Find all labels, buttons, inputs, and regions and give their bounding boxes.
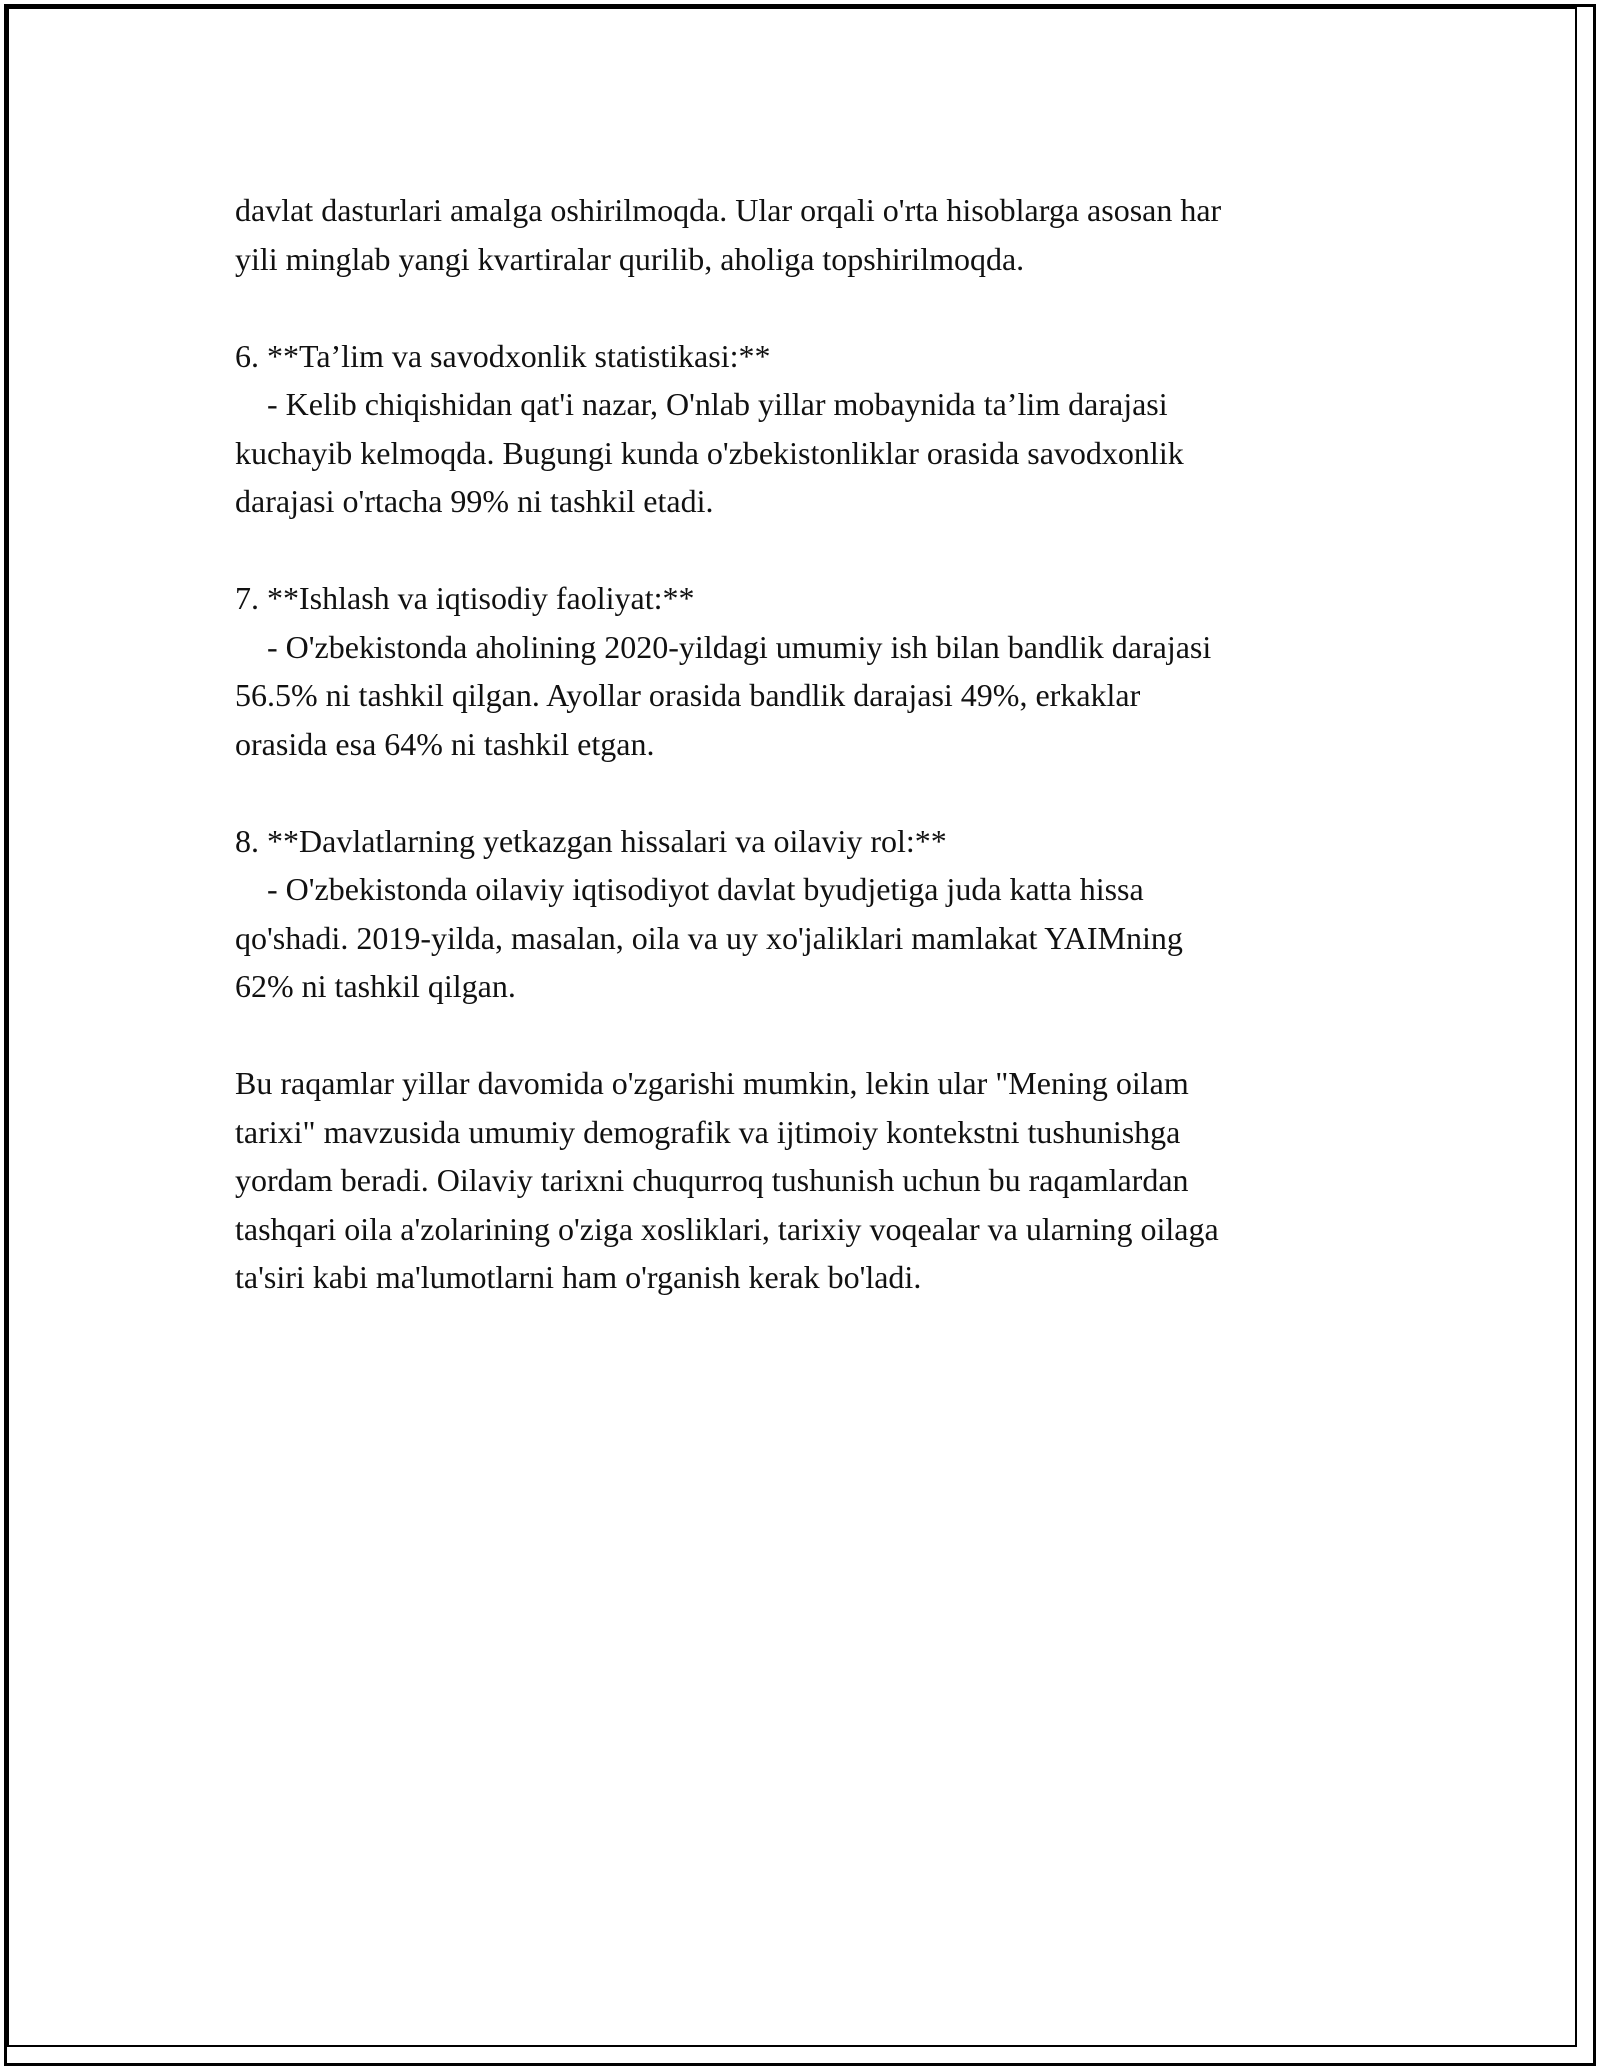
text-line: ta'siri kabi ma'lumotlarni ham o'rganish kerak bo'ladi.: [235, 1259, 922, 1295]
text-line: 56.5% ni tashkil qilgan. Ayollar orasida bandlik darajasi 49%, erkaklar: [235, 677, 1141, 713]
closing-paragraph: [235, 1059, 1375, 1302]
text-line: orasida esa 64% ni tashkil etgan.: [235, 725, 655, 762]
text-line: - O'zbekistonda aholining 2020-yildagi umumiy ish bilan bandlik darajasi: [235, 628, 1212, 665]
paragraph-gap: [235, 768, 1375, 817]
text-line: yordam beradi. Oilaviy tarixni chuqurroq tushunish uchun bu raqamlardan: [235, 1162, 1189, 1198]
section-6: [235, 332, 1375, 526]
text-line: darajasi o'rtacha 99% ni tashkil etadi.: [235, 483, 714, 519]
text-line: tashqari oila a'zolarining o'ziga xosliklari, tarixiy voqealar va ularning oilaga: [235, 1210, 1219, 1247]
text-line: - O'zbekistonda oilaviy iqtisodiyot davlat byudjetiga juda katta hissa: [235, 871, 1144, 907]
section-heading: 8. **Davlatlarning yetkazgan hissalari va oilaviy rol:**: [235, 822, 947, 859]
section-heading: 6. **Ta’lim va savodxonlik statistikasi:**: [235, 337, 771, 374]
text-line: tarixi" mavzusida umumiy demografik va ijtimoiy kontekstni tushunishga: [235, 1113, 1181, 1150]
paragraph-gap: [235, 283, 1375, 332]
text-line: davlat dasturlari amalga oshirilmoqda. Ular orqali o'rta hisoblarga asosan har: [235, 192, 1222, 228]
section-8: [235, 817, 1375, 1011]
paragraph-gap: [235, 526, 1375, 575]
text-line: - Kelib chiqishidan qat'i nazar, O'nlab yillar mobaynida ta’lim darajasi: [235, 386, 1168, 422]
text-line: qo'shadi. 2019-yilda, masalan, oila va uy xo'jaliklari mamlakat YAIMning: [235, 919, 1183, 956]
text-line: 62% ni tashkil qilgan.: [235, 968, 516, 1004]
section-heading: 7. **Ishlash va iqtisodiy faoliyat:**: [235, 580, 695, 616]
paragraph-gap: [235, 1011, 1375, 1060]
intro-paragraph: [235, 186, 1375, 283]
section-7: [235, 574, 1375, 768]
text-line: yili minglab yangi kvartiralar qurilib, aholiga topshirilmoqda.: [235, 240, 1025, 277]
text-line: kuchayib kelmoqda. Bugungi kunda o'zbekistonliklar orasida savodxonlik: [235, 434, 1184, 471]
text-line: Bu raqamlar yillar davomida o'zgarishi mumkin, lekin ular "Mening oilam: [235, 1065, 1189, 1101]
document-body: [235, 186, 1375, 1302]
